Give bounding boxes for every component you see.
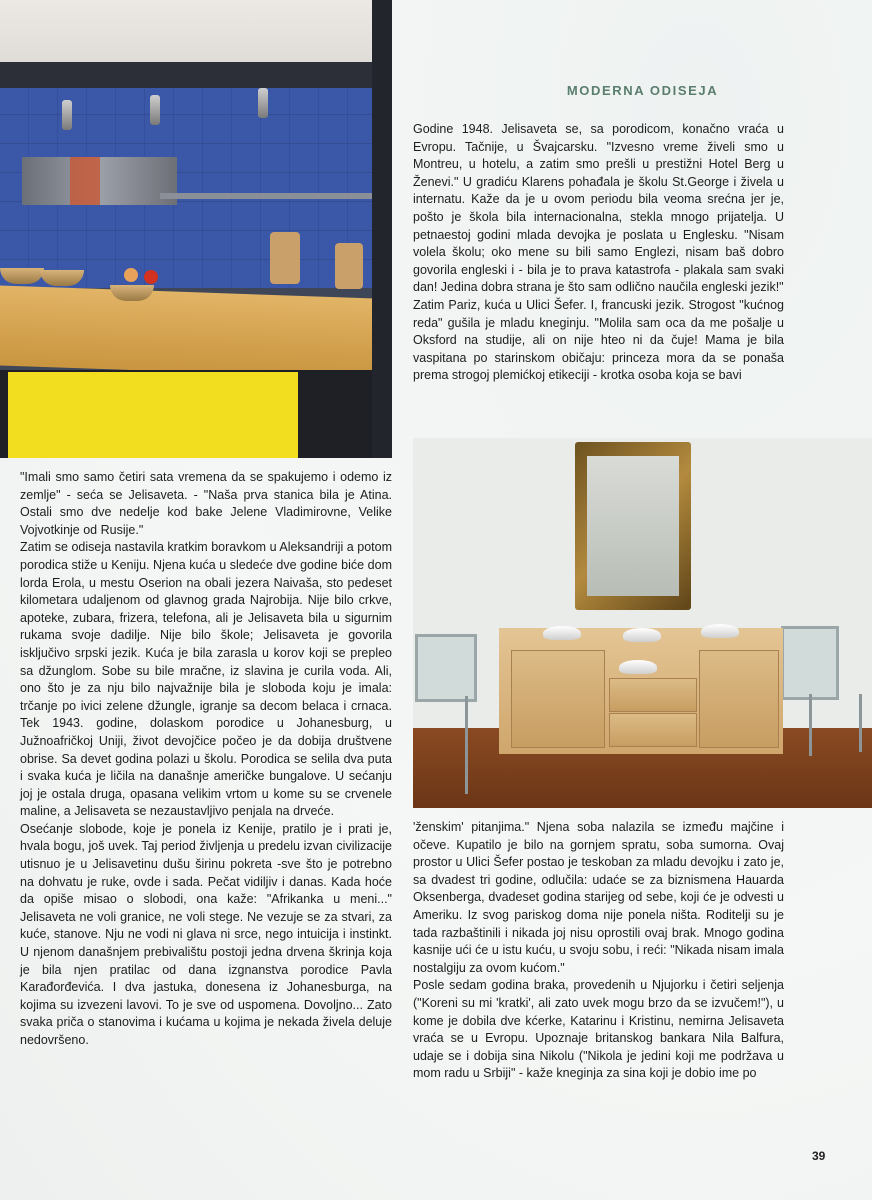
fruit xyxy=(144,270,158,284)
paragraph: Zatim Pariz, kuća u Ulici Šefer. I, francuski jezik. Strogost "kućnog reda" gušila je mladu kneginju. "Molila sam oca da me pošalje u Oksford na studije, ali on nije hteo ni da čuje! Mama je bila vaspitana po starinskom običaju: princeza mora da se ponaša prema strogoj plemićkoj etikeciji - krotka osoba koja se bavi xyxy=(413,297,784,383)
paragraph: 'ženskim' pitanjima." Njena soba nalazila se između majčine i očeve. Kupatilo je bilo na gornjem spratu, soba sumorna. Ovaj prostor u Ulici Šefer postao je teskoban za mladu devojku i zato je, sa dvadest tri godine, odlučila: udaće se za biznismena Hauarda Oksenberga, dvadeset godina starijeg od sebe, koji će je odvesti u Ameriku. Iz svog pariskog doma nije ponela ništa. Roditelji su je tada razbaštinili i nikada joj nisu oprostili ovaj brak. Mnogo godina kasnije ući će u istu kuću, u svoju sobu, i reći: "Nikada nisam imala nostalgiju za ovom kućom." xyxy=(413,820,784,975)
paragraph: Posle sedam godina braka, provedenih u Njujorku i četiri seljenja ("Koreni su mi 'kratki', ali zato uvek mogu brzo da se izvučem!"), u kome je dobila dve kćerke, Katarinu i Kristinu, nemirna Jelisaveta vraća se u Evropu. Upoznaje britanskog bankara Nila Balfura, udaje se i dobija sina Nikolu ("Nikola je jedini koji me podržava u mom radu u Srbiji" - kaže kneginja za sina koji je dobio ime po xyxy=(413,978,784,1081)
page-number: 39 xyxy=(812,1149,826,1163)
paragraph: Zatim se odiseja nastavila kratkim boravkom u Aleksandriji a potom porodica stiže u Keniju. Njena kuća u sledeće dve godine biće dom lorda Erola, u mestu Oserion na obali jezera Naivaša, sto pedeset kilometara udaljenom od glavnog grada Najrobija. Nije bilo crkve, apoteke, zubara, frizera, telefona, ali je Jelisaveta bila u sigurnim rukama svoje dadilje. Nije bilo škole; Jelisaveta je govorila isključivo srpski jezik. Kuća je bila zarasla u korov koji se preplео sa džunglom. Sobe su bile mračne, iz slavina je curila voda. Ali, ono što je za nju bilo najvažnije bila je sloboda koju je imala: trčanje po ivici zelene džungle, igranje sa decom belaca i crnaca. Tek 1943. godine, dolaskom porodice u Johanesburg, u Južnoafričkoj Uniji, život devojčice počeo je da dobija društvene obrise. Sa devet godina polazi u školu. Porodica se selila dva puta i svaka kuća je ličila na današnje američke bungalove. U sećanju joj je ostala druga, opasana velikim vrtom u kome su se crvenele maline, a Jelisaveta se nezaustavljivo penjala na drveće. xyxy=(20,540,392,819)
sideboard-door xyxy=(511,650,605,748)
cutting-board xyxy=(335,243,363,289)
range-hood-accent xyxy=(70,157,100,205)
article-heading: MODERNA ODISEJA xyxy=(566,83,719,98)
tureen xyxy=(701,624,739,638)
sideboard-drawer xyxy=(609,678,697,712)
chair-left xyxy=(415,634,477,702)
tureen xyxy=(543,626,581,640)
kitchen-shelf xyxy=(160,193,375,199)
paragraph: Godine 1948. Jelisaveta se, sa porodicom, konačno vraća u Evropu. Tačnije, u Švajcarsku. "Izvesno vreme živeli smo u Montreu, u hotelu, a zatim smo prešli u prestižni Hotel Berg u Ženevi." U gradiću Klarens pohađala je školu St.George i živela u internatu. Kaže da je u ovom periodu bila veoma srećna jer je, pošto je škola bila internacionalna, stekla mnogo prijatelja. U petnaestoj godini mlada devojka je poslata u Englesku. "Nisam volela školu; oko mene su bili samo Englezi, nisam baš dobro govorila engleski i - bila je to prava katastrofa - plakala sam svaki dan! Jedina dobra strana je što sam odlično naučila engleski jezik!" xyxy=(413,122,784,295)
spotlight xyxy=(150,95,160,125)
kitchen-column xyxy=(372,0,392,458)
mirror-glass xyxy=(587,456,679,596)
kitchen-beam xyxy=(0,62,392,88)
fruit xyxy=(124,268,138,282)
text-column-right-top xyxy=(413,121,784,385)
kitchen-photo xyxy=(0,0,392,458)
spotlight xyxy=(62,100,72,130)
text-column-right-bottom xyxy=(413,819,784,1083)
sideboard-door xyxy=(699,650,779,748)
chair-right xyxy=(781,626,839,700)
sideboard-drawer xyxy=(609,713,697,747)
text-column-left xyxy=(20,469,392,1050)
chair-leg xyxy=(859,694,862,752)
yellow-panel xyxy=(8,372,298,458)
sideboard-photo xyxy=(413,438,872,808)
paragraph: Osećanje slobode, koje je ponela iz Kenije, pratilo je i prati je, hvala bogu, još uvek. Taj period življenja u predelu izvan civilizacije utisnuo je u Jelisavetinu dušu širinu pokreta -sve što je potrebno na dohvatu je ruke, ovde i sada. Pečat vidiljiv i danas. Kada hoće da opiše misao o slobodi, ona kaže: "Afrikanka u meni..." Jelisaveta ne voli granice, ne voli stege. Ne vezuje se za stvari, za kuće, stanove. Nju ne vodi ni glava ni srce, nego intuicija i instinkt. U njenom današnjem prebivalištu postoji jedna drvena škrinja koja je bila njen pratilac od dana izgnanstva porodice Pavla Karađorđevića. I dva jastuka, donesena iz Johanesburga, na kojima su izvezeni lavovi. To je sve od uspomena. Dovoljno... Zato svaka priča o stanovima i kućama u kojima je nekada živela deluje nedovršeno. xyxy=(20,821,392,1047)
chair-leg xyxy=(809,694,812,756)
chair-leg xyxy=(465,696,468,794)
cutting-board xyxy=(270,232,300,284)
tureen xyxy=(619,660,657,674)
paragraph: "Imali smo samo četiri sata vremena da se spakujemo i odemo iz zemlje" - seća se Jelisaveta. - "Naša prva stanica bila je Atina. Ostali smo dve nedelje kod bake Jelene Vladimirovne, Velike Vojvotkinje od Rusije." xyxy=(20,470,392,537)
spotlight xyxy=(258,88,268,118)
kitchen-counter xyxy=(0,285,375,378)
tureen xyxy=(623,628,661,642)
